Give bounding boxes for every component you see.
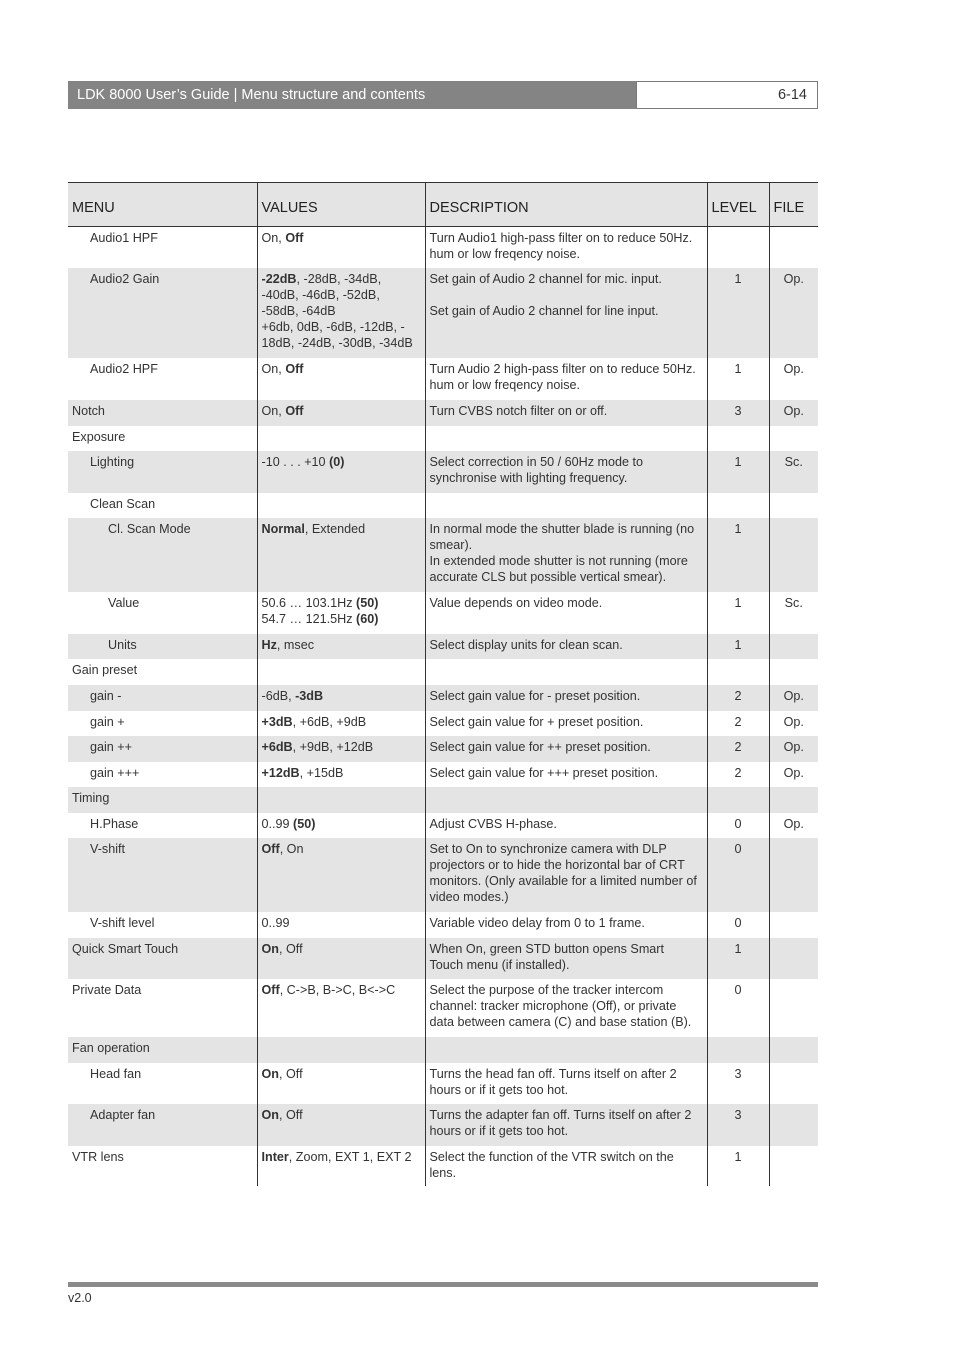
value-option: , -28dB, -34dB, -40dB, -46dB, -52dB, -58dB, -64dB +6db, 0dB, -6dB, -12dB, - 18dB, -24dB, -30dB, -34dB — [261, 271, 413, 350]
file-cell: Op. — [769, 685, 818, 711]
value-option: , Off — [279, 941, 303, 956]
col-header-description: DESCRIPTION — [425, 183, 707, 227]
menu-item-label: Audio2 HPF — [90, 361, 158, 376]
values-cell — [257, 268, 425, 358]
default-value: On — [261, 1107, 279, 1122]
table-row — [68, 711, 818, 736]
values-cell — [257, 813, 425, 838]
menu-cell — [68, 518, 257, 592]
menu-table — [68, 182, 818, 1186]
file-cell: Op. — [769, 358, 818, 400]
menu-cell — [68, 268, 257, 358]
menu-item-label: gain ++ — [90, 739, 133, 754]
menu-item-label: V-shift — [90, 841, 125, 856]
value-option: , +6dB, +9dB — [292, 714, 367, 729]
table-row — [68, 762, 818, 787]
level-cell — [707, 787, 769, 813]
menu-item-label: Exposure — [72, 429, 126, 444]
table-row — [68, 1063, 818, 1104]
level-cell: 2 — [707, 711, 769, 736]
description-cell: Set gain of Audio 2 channel for mic. input. Set gain of Audio 2 channel for line input. — [425, 268, 707, 358]
table-row — [68, 787, 818, 813]
table-row — [68, 912, 818, 938]
menu-cell — [68, 787, 257, 813]
menu-item-label: Cl. Scan Mode — [108, 521, 191, 536]
values-cell — [257, 659, 425, 685]
description-cell: Select gain value for +++ preset position. — [425, 762, 707, 787]
description-cell — [425, 659, 707, 685]
description-cell: Turn Audio1 high-pass filter on to reduce 50Hz. hum or low freqency noise. — [425, 227, 707, 268]
footer-version: v2.0 — [68, 1291, 92, 1305]
description-cell — [425, 426, 707, 451]
value-option: , msec — [276, 637, 314, 652]
level-cell — [707, 659, 769, 685]
table-row — [68, 1146, 818, 1186]
description-cell: Select display units for clean scan. — [425, 634, 707, 659]
level-cell: 0 — [707, 813, 769, 838]
values-cell — [257, 518, 425, 592]
values-cell — [257, 400, 425, 426]
values-cell — [257, 1063, 425, 1104]
values-cell — [257, 493, 425, 518]
file-cell — [769, 1063, 818, 1104]
menu-cell — [68, 1063, 257, 1104]
description-cell — [425, 787, 707, 813]
table-row — [68, 1037, 818, 1063]
value-option: , On — [279, 841, 304, 856]
file-cell — [769, 912, 818, 938]
level-cell: 1 — [707, 1146, 769, 1186]
level-cell: 2 — [707, 762, 769, 787]
file-cell: Op. — [769, 813, 818, 838]
description-cell: Turns the adapter fan off. Turns itself on after 2 hours or if it gets too hot. — [425, 1104, 707, 1146]
menu-item-label: Quick Smart Touch — [72, 941, 179, 956]
level-cell: 1 — [707, 518, 769, 592]
menu-cell — [68, 592, 257, 634]
value-option: , Extended — [304, 521, 366, 536]
default-value: Off — [285, 361, 304, 376]
values-cell — [257, 762, 425, 787]
description-cell — [425, 1037, 707, 1063]
level-cell: 0 — [707, 979, 769, 1037]
col-header-file: FILE — [769, 183, 818, 227]
menu-cell — [68, 634, 257, 659]
table-row — [68, 592, 818, 634]
file-cell: Op. — [769, 762, 818, 787]
page-header — [68, 81, 818, 109]
menu-item-label: Units — [108, 637, 137, 652]
menu-cell — [68, 1146, 257, 1186]
table-row — [68, 493, 818, 518]
level-cell: 0 — [707, 838, 769, 912]
value-option: -6dB, — [261, 688, 296, 703]
menu-cell — [68, 711, 257, 736]
menu-cell — [68, 493, 257, 518]
default-value: Normal — [261, 521, 305, 536]
value-option: , Off — [279, 1066, 303, 1081]
default-value: Off — [285, 231, 304, 245]
value-option: On, — [261, 403, 286, 418]
description-cell: Turns the head fan off. Turns itself on after 2 hours or if it gets too hot. — [425, 1063, 707, 1104]
values-cell — [257, 938, 425, 979]
menu-cell — [68, 358, 257, 400]
table-row — [68, 938, 818, 979]
default-value: (50) — [356, 595, 379, 610]
values-cell — [257, 358, 425, 400]
table-row — [68, 634, 818, 659]
default-value: -22dB — [261, 271, 297, 286]
default-value: (60) — [356, 611, 379, 626]
menu-item-label: Audio2 Gain — [90, 271, 160, 286]
description-cell: In normal mode the shutter blade is running (no smear). In extended mode shutter is not running (more accurate CLS but possible vertical smear). — [425, 518, 707, 592]
file-cell: Op. — [769, 400, 818, 426]
value-option: , Zoom, EXT 1, EXT 2 — [288, 1149, 412, 1164]
menu-item-label: Fan operation — [72, 1040, 150, 1055]
footer-rule — [68, 1282, 818, 1287]
menu-item-label: gain - — [90, 688, 122, 703]
menu-item-label: Notch — [72, 403, 105, 418]
table-header-row — [68, 183, 818, 227]
file-cell — [769, 493, 818, 518]
menu-item-label: Clean Scan — [90, 496, 156, 511]
file-cell: Op. — [769, 268, 818, 358]
value-option: 50.6 … 103.1Hz — [261, 595, 357, 610]
level-cell: 1 — [707, 592, 769, 634]
values-cell — [257, 227, 425, 268]
file-cell — [769, 979, 818, 1037]
menu-cell — [68, 813, 257, 838]
menu-cell — [68, 1037, 257, 1063]
default-value: Off — [261, 841, 280, 856]
description-cell: Set to On to synchronize camera with DLP projectors or to hide the horizontal bar of CRT monitors. (Only available for a limited number of video modes.) — [425, 838, 707, 912]
menu-cell — [68, 659, 257, 685]
table-row — [68, 227, 818, 268]
values-cell — [257, 736, 425, 762]
values-cell — [257, 787, 425, 813]
table-row — [68, 268, 818, 358]
menu-item-label: H.Phase — [90, 816, 139, 831]
value-option: , +15dB — [299, 765, 344, 780]
default-value: -3dB — [295, 688, 324, 703]
description-cell: Select gain value for + preset position. — [425, 711, 707, 736]
value-option: 0..99 — [261, 915, 290, 930]
menu-item-label: Gain preset — [72, 662, 138, 677]
table-row — [68, 979, 818, 1037]
default-value: On — [261, 1066, 279, 1081]
description-cell: Turn Audio 2 high-pass filter on to reduce 50Hz. hum or low freqency noise. — [425, 358, 707, 400]
values-cell — [257, 711, 425, 736]
values-cell — [257, 979, 425, 1037]
file-cell — [769, 426, 818, 451]
values-cell — [257, 838, 425, 912]
menu-cell — [68, 762, 257, 787]
page-number: 6-14 — [636, 81, 818, 109]
menu-cell — [68, 912, 257, 938]
default-value: (50) — [293, 816, 316, 831]
table-row — [68, 451, 818, 493]
col-header-values: VALUES — [257, 183, 425, 227]
description-cell: Select correction in 50 / 60Hz mode to synchronise with lighting frequency. — [425, 451, 707, 493]
menu-cell — [68, 451, 257, 493]
level-cell: 1 — [707, 358, 769, 400]
description-cell: Variable video delay from 0 to 1 frame. — [425, 912, 707, 938]
value-option: On, — [261, 361, 286, 376]
description-cell: Select gain value for ++ preset position. — [425, 736, 707, 762]
file-cell — [769, 1037, 818, 1063]
value-option: -10 . . . +10 — [261, 454, 330, 469]
description-cell — [425, 493, 707, 518]
menu-item-label: Head fan — [90, 1066, 142, 1081]
menu-cell — [68, 736, 257, 762]
file-cell — [769, 1104, 818, 1146]
menu-item-label: Audio1 HPF — [90, 231, 158, 245]
level-cell: 2 — [707, 685, 769, 711]
level-cell — [707, 227, 769, 268]
menu-item-label: gain + — [90, 714, 125, 729]
level-cell: 1 — [707, 268, 769, 358]
table-row — [68, 518, 818, 592]
col-header-menu: MENU — [68, 183, 257, 227]
default-value: +6dB — [261, 739, 293, 754]
file-cell — [769, 227, 818, 268]
level-cell — [707, 493, 769, 518]
table-row — [68, 1104, 818, 1146]
menu-item-label: Value — [108, 595, 140, 610]
default-value: +12dB — [261, 765, 300, 780]
file-cell — [769, 938, 818, 979]
default-value: (0) — [329, 454, 345, 469]
table-row — [68, 358, 818, 400]
level-cell: 1 — [707, 634, 769, 659]
table-row — [68, 838, 818, 912]
description-cell: Value depends on video mode. — [425, 592, 707, 634]
menu-item-label: V-shift level — [90, 915, 155, 930]
menu-item-label: Adapter fan — [90, 1107, 156, 1122]
level-cell: 3 — [707, 1104, 769, 1146]
default-value: Inter — [261, 1149, 289, 1164]
table-row — [68, 813, 818, 838]
description-cell: Turn CVBS notch filter on or off. — [425, 400, 707, 426]
file-cell: Op. — [769, 711, 818, 736]
table-row — [68, 426, 818, 451]
default-value: On — [261, 941, 279, 956]
file-cell: Sc. — [769, 451, 818, 493]
menu-cell — [68, 400, 257, 426]
values-cell — [257, 426, 425, 451]
menu-cell — [68, 838, 257, 912]
menu-cell — [68, 426, 257, 451]
level-cell — [707, 1037, 769, 1063]
menu-item-label: Lighting — [90, 454, 135, 469]
table-row — [68, 400, 818, 426]
col-header-level: LEVEL — [707, 183, 769, 227]
menu-item-label: Timing — [72, 790, 110, 805]
values-cell — [257, 592, 425, 634]
menu-item-label: VTR lens — [72, 1149, 124, 1164]
default-value: Off — [285, 403, 304, 418]
default-value: +3dB — [261, 714, 293, 729]
file-cell — [769, 1146, 818, 1186]
description-cell: Adjust CVBS H-phase. — [425, 813, 707, 838]
description-cell: Select the purpose of the tracker intercom channel: tracker microphone (Off), or private data between camera (C) and base station (B). — [425, 979, 707, 1037]
values-cell — [257, 1104, 425, 1146]
level-cell: 1 — [707, 938, 769, 979]
menu-cell — [68, 938, 257, 979]
value-option: On, — [261, 231, 286, 245]
menu-cell — [68, 685, 257, 711]
menu-item-label: gain +++ — [90, 765, 140, 780]
values-cell — [257, 1146, 425, 1186]
default-value: Off — [261, 982, 280, 997]
values-cell — [257, 451, 425, 493]
value-option: , Off — [279, 1107, 303, 1122]
level-cell — [707, 426, 769, 451]
menu-cell — [68, 979, 257, 1037]
file-cell: Sc. — [769, 592, 818, 634]
level-cell: 1 — [707, 451, 769, 493]
table-row — [68, 659, 818, 685]
file-cell — [769, 659, 818, 685]
level-cell: 3 — [707, 1063, 769, 1104]
value-option: , C->B, B->C, B<->C — [279, 982, 396, 997]
header-title: LDK 8000 User’s Guide | Menu structure and contents — [68, 81, 636, 109]
default-value: Hz — [261, 637, 277, 652]
level-cell: 3 — [707, 400, 769, 426]
value-option: , +9dB, +12dB — [292, 739, 374, 754]
value-option: 0..99 — [261, 816, 294, 831]
file-cell — [769, 518, 818, 592]
values-cell — [257, 685, 425, 711]
description-cell: Select the function of the VTR switch on the lens. — [425, 1146, 707, 1186]
level-cell: 0 — [707, 912, 769, 938]
values-cell — [257, 912, 425, 938]
table-row — [68, 685, 818, 711]
values-cell — [257, 1037, 425, 1063]
description-cell: When On, green STD button opens Smart Touch menu (if installed). — [425, 938, 707, 979]
description-cell: Select gain value for - preset position. — [425, 685, 707, 711]
file-cell: Op. — [769, 736, 818, 762]
table-row — [68, 736, 818, 762]
file-cell — [769, 787, 818, 813]
menu-cell — [68, 1104, 257, 1146]
file-cell — [769, 838, 818, 912]
menu-cell — [68, 227, 257, 268]
values-cell — [257, 634, 425, 659]
level-cell: 2 — [707, 736, 769, 762]
menu-item-label: Private Data — [72, 982, 142, 997]
value-option: 54.7 … 121.5Hz — [261, 611, 353, 626]
file-cell — [769, 634, 818, 659]
